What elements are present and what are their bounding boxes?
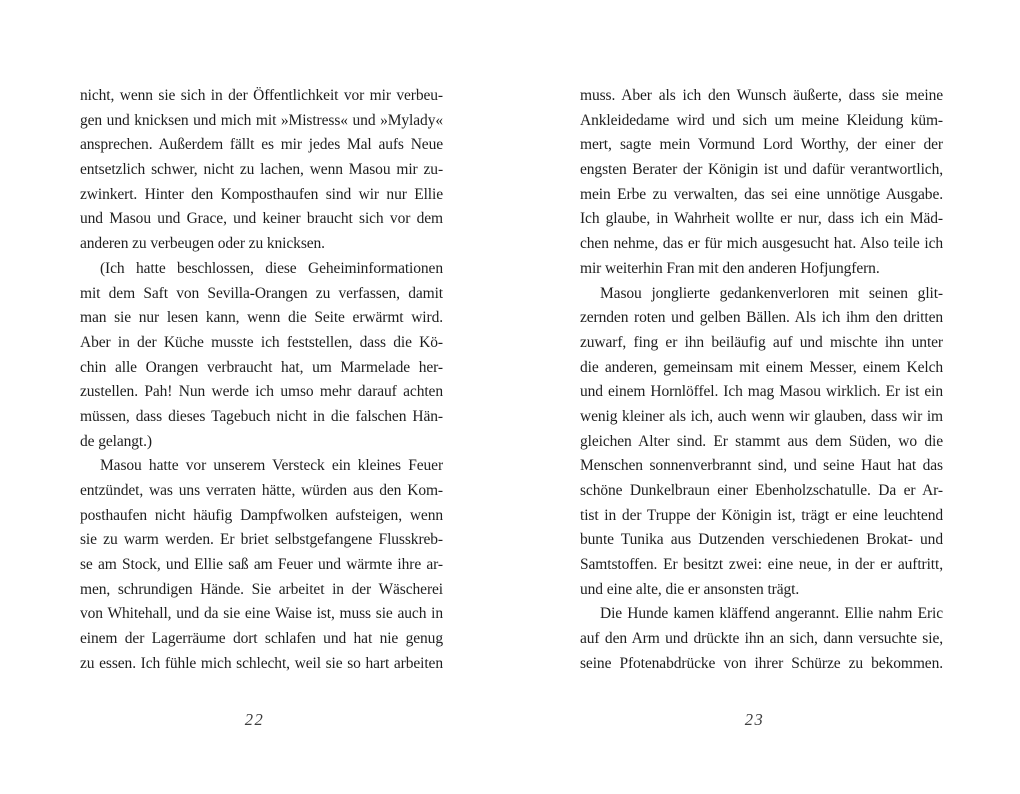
- left-page-text: [80, 84, 443, 677]
- text-line: einem der Lagerräume dort schlafen und hat nie genug: [80, 630, 443, 648]
- right-page-text: [580, 84, 943, 677]
- text-line: Samtstoffen. Er besitzt zwei: eine neue, in der er auftritt,: [580, 556, 943, 574]
- text-line: schöne Dunkelbraun einer Ebenholzschatulle. Da er Ar-: [580, 482, 943, 499]
- text-line: chin alle Orangen verbraucht hat, um Marmelade her-: [80, 358, 443, 376]
- text-line: die anderen, gemeinsam mit einem Messer, einem Kelch: [580, 358, 943, 376]
- text-line: von Whitehall, und da sie eine Waise ist, muss sie auch in: [80, 605, 443, 623]
- text-line: zernden roten und gelben Bällen. Als ich ihm den dritten: [580, 309, 943, 327]
- text-line: posthaufen nicht häufig Dampfwolken aufsteigen, wenn: [80, 506, 443, 524]
- text-line: se am Stock, und Ellie saß am Feuer und wärmte ihre ar-: [80, 556, 443, 574]
- text-line: de gelangt.): [80, 432, 152, 450]
- text-line: mir weiterhin Fran mit den anderen Hofjungfern.: [580, 259, 880, 277]
- text-line: engsten Berater der Königin ist und dafür verantwortlich,: [580, 161, 943, 179]
- text-line: chen nehme, das er für mich ausgesucht hat. Also teile ich: [580, 235, 943, 253]
- text-line: man sie nur lesen kann, wenn die Seite erwärmt wird.: [80, 309, 443, 327]
- text-line: Ankleidedame wird und sich um meine Kleidung küm-: [580, 111, 943, 129]
- right-page-number: 23: [744, 710, 765, 729]
- text-line: tist in der Truppe der Königin ist, trägt er eine leuchtend: [580, 506, 943, 524]
- text-line: zu essen. Ich fühle mich schlecht, weil sie so hart arbeiten: [80, 654, 443, 672]
- text-line: ansprechen. Außerdem fällt es mir jedes Mal aufs Neue: [80, 136, 443, 154]
- text-line: mit dem Saft von Sevilla-Orangen zu verfassen, damit: [80, 284, 443, 302]
- text-line: entsetzlich schwer, nicht zu lachen, wenn Masou mir zu-: [80, 161, 443, 179]
- text-line: bunte Tunika aus Dutzenden verschiedenen Brokat- und: [580, 531, 943, 549]
- text-line: und Masou und Grace, und keiner braucht sich vor dem: [80, 210, 443, 228]
- text-line: und eine alte, die er ansonsten trägt.: [580, 580, 800, 598]
- text-line: entzündet, was uns verraten hätte, würden aus den Kom-: [80, 482, 443, 499]
- text-line: zustellen. Pah! Nun werde ich umso mehr darauf achten: [80, 383, 443, 401]
- text-line: wenig kleiner als ich, auch wenn wir glauben, dass wir im: [580, 407, 943, 425]
- text-line: sie zu warm werden. Er briet selbstgefangene Flusskreb-: [80, 531, 443, 549]
- left-page-number: 22: [244, 710, 265, 729]
- text-line: muss. Aber als ich den Wunsch äußerte, dass sie meine: [580, 87, 943, 104]
- text-line: auf den Arm und drückte ihn an sich, dann versuchte sie,: [580, 630, 943, 648]
- text-line: und einem Hornlöffel. Ich mag Masou wirklich. Er ist ein: [580, 383, 943, 401]
- text-line: mert, sagte mein Vormund Lord Worthy, der einer der: [580, 136, 943, 154]
- text-line: Ich glaube, in Wahrheit wollte er nur, dass ich ein Mäd-: [580, 210, 943, 228]
- text-line: seine Pfotenabdrücke von ihrer Schürze zu bekommen.: [580, 654, 943, 672]
- text-line: anderen zu verbeugen oder zu knicksen.: [80, 235, 325, 253]
- text-line: Masou hatte vor unserem Versteck ein kleines Feuer: [100, 457, 443, 475]
- text-line: zuwarf, fing er ihn beiläufig auf und mischte ihn unter: [580, 333, 943, 351]
- text-line: Die Hunde kamen kläffend angerannt. Ellie nahm Eric: [600, 605, 943, 623]
- text-line: Menschen sonnenverbrannt sind, und seine Haut hat das: [580, 457, 943, 475]
- text-line: gen und knicksen und mich mit »Mistress« und »Mylady«: [80, 111, 443, 129]
- text-line: men, schrundigen Hände. Sie arbeitet in der Wäscherei: [80, 580, 443, 598]
- text-line: (Ich hatte beschlossen, diese Geheiminformationen: [100, 259, 443, 277]
- text-line: müssen, dass dieses Tagebuch nicht in die falschen Hän-: [80, 407, 443, 425]
- text-line: gleichen Alter sind. Er stammt aus dem Süden, wo die: [580, 432, 943, 450]
- text-line: nicht, wenn sie sich in der Öffentlichkeit vor mir verbeu-: [80, 87, 443, 104]
- text-line: Masou jonglierte gedankenverloren mit seinen glit-: [600, 284, 943, 302]
- text-line: zwinkert. Hinter den Komposthaufen sind wir nur Ellie: [80, 185, 443, 203]
- text-line: Aber in der Küche musste ich feststellen, dass die Kö-: [80, 333, 443, 351]
- text-line: mein Erbe zu verwalten, das sei eine unnötige Ausgabe.: [580, 185, 943, 203]
